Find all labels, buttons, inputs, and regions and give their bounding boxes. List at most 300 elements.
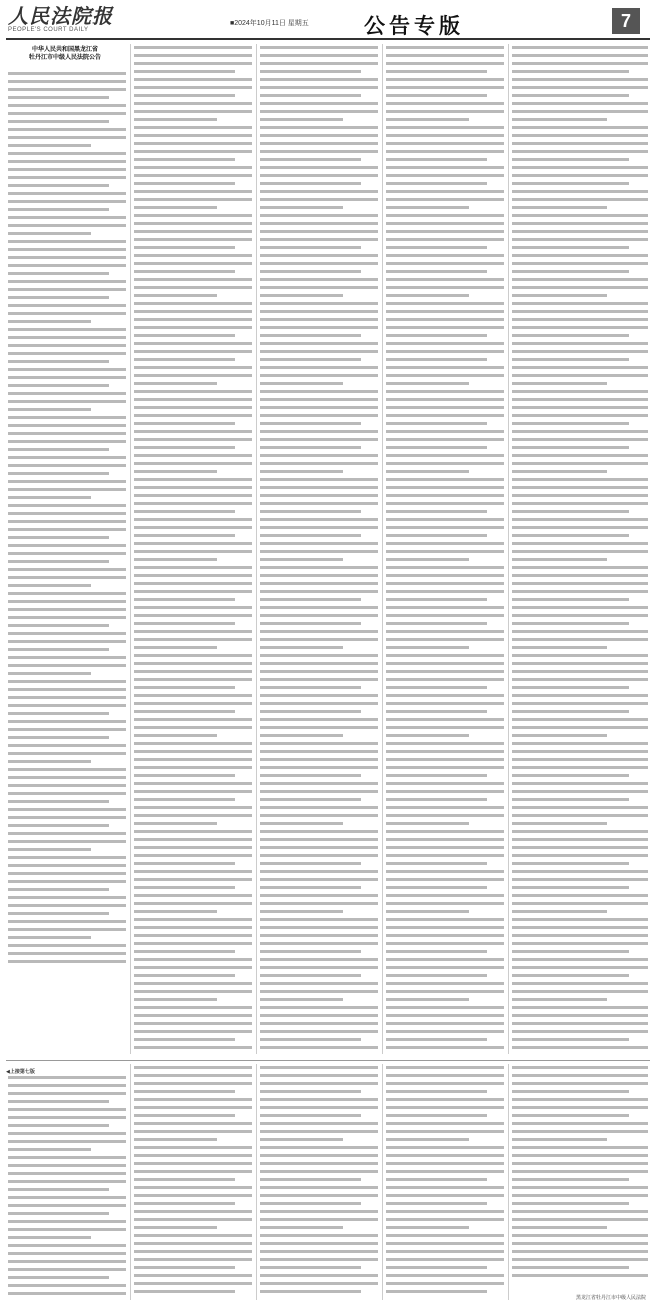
text-line <box>260 1266 361 1269</box>
text-line <box>386 414 504 417</box>
text-line <box>134 870 252 873</box>
text-line <box>512 670 648 673</box>
text-line <box>8 744 126 747</box>
text-line <box>386 1234 504 1237</box>
text-line <box>512 294 607 297</box>
text-line <box>512 222 648 225</box>
text-line <box>260 966 378 969</box>
text-line <box>386 798 487 801</box>
text-line <box>134 1046 252 1049</box>
text-line <box>260 582 378 585</box>
column-divider <box>256 1064 257 1300</box>
text-line <box>386 1218 504 1221</box>
text-line <box>386 214 504 217</box>
text-line <box>134 214 252 217</box>
text-line <box>8 400 126 403</box>
text-line <box>260 1022 378 1025</box>
text-line <box>134 686 235 689</box>
text-line <box>134 782 252 785</box>
text-line <box>134 1038 235 1041</box>
text-line <box>512 574 648 577</box>
text-line <box>512 606 648 609</box>
text-line <box>512 190 648 193</box>
text-line <box>260 518 378 521</box>
text-line <box>386 1250 504 1253</box>
text-line <box>260 942 378 945</box>
text-line <box>260 1186 378 1189</box>
text-line <box>260 790 378 793</box>
text-line <box>260 166 378 169</box>
text-line <box>8 104 126 107</box>
text-line <box>512 1082 648 1085</box>
text-line <box>8 1180 126 1183</box>
text-line <box>512 70 629 73</box>
text-line <box>8 1284 126 1287</box>
text-line <box>134 230 252 233</box>
text-line <box>8 736 109 739</box>
text-line <box>8 728 126 731</box>
text-line <box>260 70 361 73</box>
text-line <box>8 640 126 643</box>
text-line <box>8 1220 126 1223</box>
text-line <box>134 574 252 577</box>
text-line <box>8 800 109 803</box>
text-line <box>260 158 361 161</box>
text-line <box>134 614 252 617</box>
text-line <box>512 134 648 137</box>
text-line <box>386 1022 504 1025</box>
text-line <box>260 1250 378 1253</box>
text-line <box>134 1022 252 1025</box>
text-line <box>260 910 343 913</box>
text-line <box>8 1124 109 1127</box>
text-line <box>260 574 378 577</box>
text-line <box>8 152 126 155</box>
text-line <box>512 1194 648 1197</box>
text-line <box>134 1194 252 1197</box>
text-line <box>8 1100 109 1103</box>
text-line <box>134 1210 252 1213</box>
text-line <box>260 126 378 129</box>
text-line <box>260 662 378 665</box>
text-line <box>260 446 361 449</box>
text-line <box>386 766 504 769</box>
text-line <box>512 214 648 217</box>
text-line <box>8 568 126 571</box>
text-line <box>134 630 252 633</box>
text-line <box>260 566 378 569</box>
text-line <box>8 1084 126 1087</box>
text-line <box>386 1226 469 1229</box>
text-line <box>386 942 504 945</box>
text-column <box>134 46 252 1052</box>
text-line <box>260 502 378 505</box>
text-column <box>386 1066 504 1298</box>
text-line <box>8 112 126 115</box>
text-line <box>386 430 504 433</box>
text-line <box>260 798 361 801</box>
text-line <box>8 224 126 227</box>
text-line <box>8 424 126 427</box>
text-line <box>134 318 252 321</box>
text-line <box>260 238 378 241</box>
text-line <box>386 846 504 849</box>
text-line <box>386 126 504 129</box>
text-line <box>260 1154 378 1157</box>
text-line <box>512 662 648 665</box>
text-line <box>386 982 504 985</box>
text-line <box>260 1194 378 1197</box>
text-line <box>8 656 126 659</box>
text-line <box>134 278 252 281</box>
text-line <box>134 958 252 961</box>
text-line <box>260 902 378 905</box>
text-line <box>134 486 252 489</box>
text-line <box>134 310 252 313</box>
text-line <box>134 222 252 225</box>
text-line <box>512 230 648 233</box>
text-line <box>134 174 252 177</box>
text-line <box>386 750 504 753</box>
text-line <box>134 710 235 713</box>
text-line <box>134 1130 252 1133</box>
text-line <box>386 686 487 689</box>
text-line <box>386 222 504 225</box>
text-line <box>8 352 126 355</box>
text-line <box>8 320 91 323</box>
text-line <box>8 1076 126 1079</box>
text-line <box>260 614 378 617</box>
text-line <box>8 936 91 939</box>
text-line <box>512 1066 648 1069</box>
text-line <box>8 392 126 395</box>
text-line <box>260 494 378 497</box>
text-line <box>8 1148 91 1151</box>
text-line <box>512 830 648 833</box>
text-line <box>386 958 504 961</box>
text-line <box>512 126 648 129</box>
text-line <box>134 1250 252 1253</box>
text-line <box>386 462 504 465</box>
text-line <box>134 1098 252 1101</box>
text-line <box>134 382 217 385</box>
text-line <box>512 926 648 929</box>
text-line <box>8 952 126 955</box>
text-line <box>134 790 252 793</box>
text-line <box>386 94 487 97</box>
text-line <box>260 350 378 353</box>
text-line <box>260 1030 378 1033</box>
text-line <box>386 526 504 529</box>
continued-label-text: 上接第七版 <box>9 1069 35 1075</box>
text-line <box>386 934 504 937</box>
text-line <box>260 806 378 809</box>
text-line <box>260 1178 361 1181</box>
text-line <box>8 200 126 203</box>
text-line <box>8 1260 126 1263</box>
text-line <box>8 760 91 763</box>
text-line <box>8 256 126 259</box>
text-line <box>386 1106 504 1109</box>
text-line <box>386 670 504 673</box>
text-line <box>386 1274 504 1277</box>
text-line <box>386 1242 504 1245</box>
text-line <box>260 254 378 257</box>
text-line <box>260 734 343 737</box>
text-line <box>386 1258 504 1261</box>
text-line <box>260 262 378 265</box>
text-line <box>8 504 126 507</box>
text-line <box>134 646 217 649</box>
text-line <box>8 1236 91 1239</box>
text-line <box>512 286 648 289</box>
text-line <box>260 382 343 385</box>
text-line <box>8 480 126 483</box>
text-line <box>386 1138 469 1141</box>
text-line <box>512 1122 648 1125</box>
text-line <box>512 118 607 121</box>
text-line <box>134 358 235 361</box>
text-line <box>260 846 378 849</box>
text-line <box>512 486 648 489</box>
text-line <box>260 398 378 401</box>
text-line <box>512 854 648 857</box>
text-line <box>260 1170 378 1173</box>
text-line <box>134 846 252 849</box>
text-line <box>512 718 648 721</box>
text-line <box>386 374 504 377</box>
text-line <box>512 150 648 153</box>
text-line <box>134 286 252 289</box>
text-line <box>512 630 648 633</box>
text-line <box>134 1106 252 1109</box>
text-line <box>8 456 126 459</box>
text-line <box>512 166 648 169</box>
text-line <box>512 518 648 521</box>
text-line <box>512 654 648 657</box>
text-line <box>8 160 126 163</box>
text-line <box>134 1226 217 1229</box>
text-line <box>386 910 469 913</box>
text-line <box>8 648 109 651</box>
text-line <box>386 406 504 409</box>
text-line <box>8 288 126 291</box>
text-line <box>8 168 126 171</box>
text-line <box>134 166 252 169</box>
text-line <box>386 822 469 825</box>
text-line <box>134 326 252 329</box>
text-line <box>512 838 648 841</box>
text-line <box>8 80 126 83</box>
text-line <box>386 1038 487 1041</box>
text-line <box>8 848 91 851</box>
text-line <box>134 390 252 393</box>
text-line <box>8 1188 109 1191</box>
text-line <box>134 1290 235 1293</box>
text-line <box>260 326 378 329</box>
text-line <box>260 414 378 417</box>
text-line <box>512 1170 648 1173</box>
text-line <box>260 478 378 481</box>
text-line <box>512 422 629 425</box>
text-line <box>8 384 109 387</box>
text-line <box>8 1140 126 1143</box>
text-line <box>260 926 378 929</box>
text-line <box>512 894 648 897</box>
text-line <box>512 950 629 953</box>
text-line <box>386 702 504 705</box>
text-line <box>134 70 235 73</box>
text-line <box>386 1122 504 1125</box>
text-line <box>386 398 504 401</box>
text-line <box>512 1242 648 1245</box>
text-line <box>260 606 378 609</box>
text-line <box>8 864 126 867</box>
text-line <box>8 608 126 611</box>
text-line <box>134 374 252 377</box>
text-line <box>8 672 91 675</box>
text-line <box>8 280 126 283</box>
text-line <box>386 454 504 457</box>
text-line <box>386 1082 504 1085</box>
text-line <box>386 1030 504 1033</box>
text-line <box>512 590 648 593</box>
text-line <box>260 854 378 857</box>
text-line <box>134 766 252 769</box>
text-line <box>386 1210 504 1213</box>
masthead <box>0 0 656 42</box>
text-line <box>386 1162 504 1165</box>
text-line <box>512 86 648 89</box>
text-line <box>134 598 235 601</box>
text-line <box>260 702 378 705</box>
text-line <box>512 198 648 201</box>
text-line <box>260 726 378 729</box>
text-line <box>8 776 126 779</box>
text-line <box>8 768 126 771</box>
text-line <box>134 126 252 129</box>
text-column <box>134 1066 252 1298</box>
text-line <box>8 1252 126 1255</box>
text-line <box>512 782 648 785</box>
text-line <box>8 808 126 811</box>
text-line <box>134 774 235 777</box>
text-line <box>134 822 217 825</box>
text-line <box>512 1138 607 1141</box>
text-line <box>8 600 126 603</box>
text-line <box>386 254 504 257</box>
text-line <box>512 614 648 617</box>
text-line <box>512 1186 648 1189</box>
text-line <box>260 462 378 465</box>
dateline: ■2024年10月11日 星期五 <box>230 20 309 27</box>
text-line <box>8 928 126 931</box>
text-line <box>8 1164 126 1167</box>
text-line <box>386 502 504 505</box>
text-line <box>386 190 504 193</box>
text-line <box>386 558 469 561</box>
text-line <box>260 1210 378 1213</box>
text-line <box>260 510 361 513</box>
text-line <box>260 454 378 457</box>
text-line <box>260 1082 378 1085</box>
text-line <box>512 1234 648 1237</box>
text-line <box>134 742 252 745</box>
text-line <box>8 304 126 307</box>
text-line <box>386 390 504 393</box>
text-line <box>386 158 487 161</box>
text-line <box>134 422 235 425</box>
text-line <box>386 262 504 265</box>
text-line <box>512 142 648 145</box>
text-line <box>134 798 235 801</box>
text-line <box>386 854 504 857</box>
text-line <box>8 632 126 635</box>
text-line <box>134 750 252 753</box>
text-line <box>8 248 126 251</box>
text-line <box>8 664 126 667</box>
text-line <box>386 46 504 49</box>
text-line <box>8 704 126 707</box>
text-line <box>260 62 378 65</box>
text-line <box>512 350 648 353</box>
text-line <box>8 624 109 627</box>
text-line <box>134 1266 235 1269</box>
text-line <box>512 1006 648 1009</box>
text-line <box>8 720 126 723</box>
text-line <box>260 710 361 713</box>
text-line <box>260 870 378 873</box>
text-line <box>134 398 252 401</box>
text-line <box>260 1242 378 1245</box>
text-line <box>512 934 648 937</box>
text-line <box>134 150 252 153</box>
text-line <box>386 742 504 745</box>
text-line <box>386 582 504 585</box>
text-line <box>8 520 126 523</box>
text-line <box>260 54 378 57</box>
text-line <box>8 1212 109 1215</box>
text-line <box>386 1194 504 1197</box>
text-line <box>512 54 648 57</box>
text-line <box>512 1266 629 1269</box>
text-line <box>8 824 109 827</box>
text-line <box>512 958 648 961</box>
text-line <box>134 1114 235 1117</box>
text-line <box>134 1030 252 1033</box>
text-line <box>260 526 378 529</box>
text-line <box>260 982 378 985</box>
text-line <box>134 974 235 977</box>
text-line <box>386 806 504 809</box>
text-line <box>386 334 487 337</box>
text-line <box>8 912 109 915</box>
text-line <box>386 726 504 729</box>
text-line <box>260 134 378 137</box>
text-line <box>134 518 252 521</box>
text-line <box>512 1226 607 1229</box>
text-line <box>8 696 126 699</box>
text-line <box>512 822 607 825</box>
text-line <box>512 542 648 545</box>
text-line <box>260 78 378 81</box>
text-line <box>134 366 252 369</box>
text-line <box>8 1156 126 1159</box>
text-line <box>260 190 378 193</box>
text-line <box>512 622 629 625</box>
text-line <box>512 918 648 921</box>
text-line <box>512 334 629 337</box>
